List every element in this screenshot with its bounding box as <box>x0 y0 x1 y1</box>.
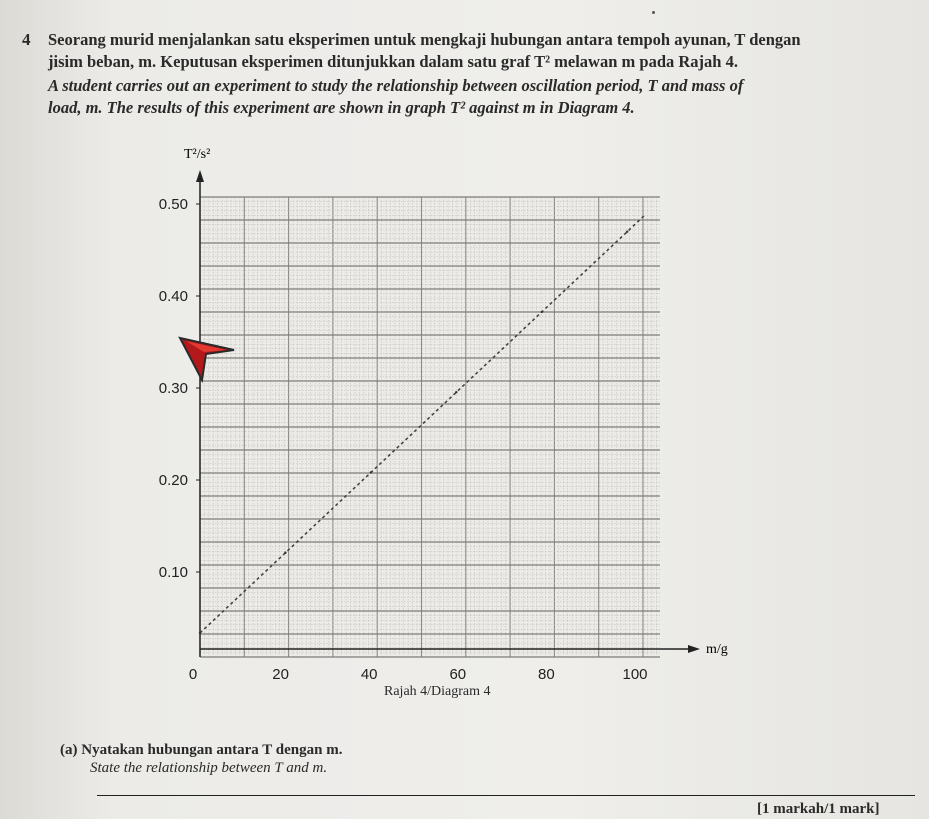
x-tick-label: 100 <box>622 666 648 683</box>
y-tick-label: 0.10 <box>158 564 188 581</box>
y-tick-label: 0.40 <box>158 288 188 305</box>
x-axis-arrow-icon <box>688 645 700 653</box>
question-number: 4 <box>22 30 31 49</box>
y-tick-label: 0.50 <box>158 196 188 213</box>
data-point <box>199 632 201 634</box>
part-a-question-malay <box>60 742 342 759</box>
data-point <box>626 231 628 233</box>
part-a-question-english: State the relationship between T and m. <box>90 760 328 776</box>
part-a-label: (a) <box>60 742 78 758</box>
question-malay-line2: jisim beban, m. Keputusan eksperimen ditunjukkan dalam satu graf T² melawan m pada Rajah 4. <box>48 52 738 71</box>
x-tick-label: 60 <box>449 666 467 683</box>
x-tick-label: 20 <box>272 666 289 683</box>
question-malay-line1: Seorang murid menjalankan satu eksperimen untuk mengkaji hubungan antara tempoh ayunan, T dengan <box>48 30 801 49</box>
part-a-malay-text: Nyatakan hubungan antara T dengan m. <box>81 742 343 758</box>
data-point <box>455 391 457 393</box>
y-tick-label: 0.30 <box>158 380 188 397</box>
data-point <box>370 471 372 473</box>
y-tick-label: 0.20 <box>158 472 188 489</box>
figure-caption: Rajah 4/Diagram 4 <box>384 684 491 699</box>
question-english-line1: A student carries out an experiment to study the relationship between oscillation period, T and mass of <box>48 76 744 95</box>
question-english-line2: load, m. The results of this experiment are shown in graph T² against m in Diagram 4. <box>48 98 635 117</box>
data-point <box>541 311 543 313</box>
x-axis-label: m/g <box>706 642 728 657</box>
x-tick-label: 80 <box>538 666 555 683</box>
marks-label: [1 markah/1 mark] <box>757 801 880 817</box>
x-tick-label: 0 <box>188 666 198 683</box>
mouse-pointer-icon <box>176 332 238 384</box>
y-axis-label: T²/s² <box>184 147 211 162</box>
data-point <box>284 552 286 554</box>
answer-line[interactable] <box>97 795 915 796</box>
x-tick-label: 40 <box>360 666 378 683</box>
y-axis-arrow-icon <box>196 170 204 182</box>
